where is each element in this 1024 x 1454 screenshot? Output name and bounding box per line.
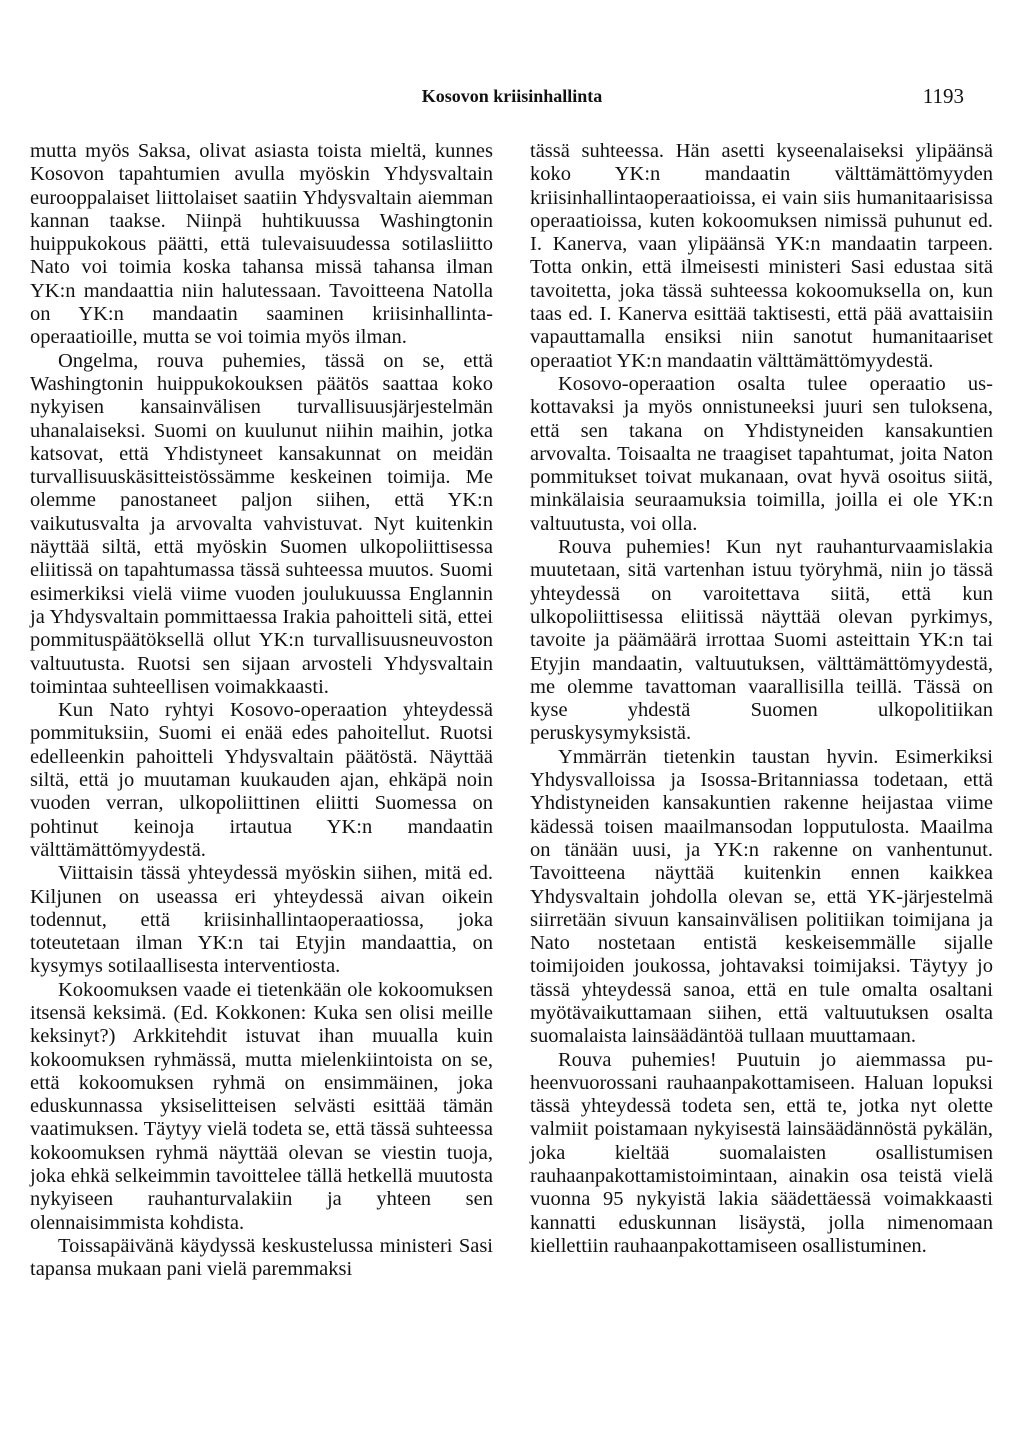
paragraph: Kun Nato ryhtyi Kosovo-operaation yhteydessä pommituksiin, Suomi ei enää edes pahoitellut. Ruotsi edelleenkin pahoitteli Yhdysvaltain päätöstä. Näyttää siltä, että jo muutaman kuukauden ajan, ehkäpä noin vuoden verran, ulkopoliittinen eliitti Suomessa on pohtinut keinoja irtautua YK:n mandaatin välttämättömyydestä. <box>30 699 493 861</box>
paragraph: Kokoomuksen vaade ei tietenkään ole kokoomuksen itsensä keksimä. (Ed. Kokkonen: Kuka sen olisi meille keksinyt?) Arkkitehdit istuvat ihan muualla kuin kokoomuksen ryhmässä, mutta mielenkiintoista on se, että kokoomuksen ryhmä on ensimmäinen, joka eduskunnassa yksiselitteisen selvästi esittää tämän vaatimuksen. Täytyy vielä todeta se, että tässä suhteessa kokoomuksen ryhmä näyttää olevan se viestin tuoja, joka ehkä selkeimmin tavoittelee tällä hetkellä muutosta nykyiseen rauhanturvalakiin ja yhteen sen olennaisimmista kohdista. <box>30 978 493 1234</box>
running-title: Kosovon kriisinhallinta <box>421 86 603 106</box>
paragraph: Toissapäivänä käydyssä keskustelussa ministeri Sasi tapansa mukaan pani vielä paremmaksi <box>30 1234 493 1281</box>
page-header <box>0 82 1024 110</box>
left-column <box>30 140 493 1282</box>
paragraph: tässä suhteessa. Hän asetti kyseenalaiseksi ylipäänsä koko YK:n mandaatin välttämättömyyden kriisinhallintaoperaatioissa, ei vain siis humanitaarisissa operaatioissa, kuten kokoomuksen nimissä puhunut ed. I. Kanerva, vaan ylipäänsä YK:n mandaatin tarpeen. Totta onkin, että ilmeisesti ministeri Sasi edustaa sitä tavoitetta, joka tässä suhteessa kokoomuksella on, kun taas ed. I. Kanerva esittää taktisesti, että pää avattaisiin vapauttamalla ensiksi niin sanotut humanitaariset operaatiot YK:n mandaatin välttämättömyydestä. <box>530 140 993 372</box>
right-column <box>530 140 993 1258</box>
paragraph: Rouva puhemies! Puutuin jo aiemmassa puheenvuorossani rauhaanpakottamiseen. Haluan lopuksi tässä yhteydessä todeta sen, että te, jotka nyt olette valmiit poistamaan nykyisestä lainsäädännöstä pykälän, joka kieltää suomalaisten osallistumisen rauhaanpakottamistoimintaan, ainakin osa teistä vielä vuonna 95 nykyistä lakia säädettäessä voimakkaasti kannatti eduskunnan lisäystä, jolla nimenomaan kiellettiin rauhaanpakottamiseen osallistuminen. <box>530 1048 993 1257</box>
paragraph: Rouva puhemies! Kun nyt rauhanturvaamislakia muutetaan, sitä vartenhan istuu työryhmä, niin jo tässä yhteydessä on varoitettava siitä, että kun ulkopoliittisessa eliitissä näyttää olevan pyrkimys, tavoite ja päämäärä irrottaa Suomi asteittain YK:n tai Etyjin mandaatin, valtuutuksen, välttämättömyydestä, me olemme tavattoman vaarallisilla teillä. Tässä on kyse yhdestä Suomen ulkopolitiikan peruskysymyksistä. <box>530 536 993 745</box>
paragraph: Kosovo-operaation osalta tulee operaatio uskottavaksi ja myös onnistuneeksi juuri sen tuloksena, että sen takana on Yhdistyneiden kansakuntien arvovalta. Toisaalta ne traagiset tapahtumat, joita Naton pommitukset toivat mukanaan, ovat hyvä osoitus siitä, minkälaisia seuraamuksia toimilla, joilla ei ole YK:n valtuutusta, voi olla. <box>530 372 993 535</box>
paragraph: mutta myös Saksa, olivat asiasta toista mieltä, kunnes Kosovon tapahtumien avulla myöskin Yhdysvaltain eurooppalaiset liittolaiset saatiin Yhdysvaltain aiemman kannan taakse. Niinpä huhtikuussa Washingtonin huippukokous päätti, että tulevaisuudessa sotilasliitto Nato voi toimia koska tahansa missä tahansa ilman YK:n mandaattia niin halutessaan. Tavoitteena Natolla on YK:n mandaatin saaminen kriisinhallintaoperaatioille, mutta se voi toimia myös ilman. <box>30 140 493 349</box>
paragraph: Ymmärrän tietenkin taustan hyvin. Esimerkiksi Yhdysvalloissa ja Isossa-Britanniassa todetaan, että Yhdistyneiden kansakuntien rakenne heijastaa viime kädessä toisen maailmansodan lopputulosta. Maailma on tänään uusi, ja YK:n rakenne on vanhentunut. Tavoitteena näyttää kuitenkin ennen kaikkea Yhdysvaltain johdolla olevan se, että YK-järjestelmä siirretään sivuun kansainvälisen politiikan toimijana ja Nato nostetaan entistä keskeisemmälle sijalle toimijoiden joukossa, johtavaksi toimijaksi. Täytyy jo tässä yhteydessä sanoa, että en tule omalta osaltani myötävaikuttamaan siihen, että valtuutuksen osalta suomalaista lainsäädäntöä tullaan muuttamaan. <box>530 745 993 1048</box>
paragraph: Viittaisin tässä yhteydessä myöskin siihen, mitä ed. Kiljunen on useassa eri yhteydessä aivan oikein todennut, että kriisinhallintaoperaatiossa, joka toteutetaan ilman YK:n tai Etyjin mandaattia, on kysymys sotilaallisesta interventiosta. <box>30 862 493 978</box>
paragraph: Ongelma, rouva puhemies, tässä on se, että Washingtonin huippukokouksen päätös saattaa koko nykyisen kansainvälisen turvallisuusjärjestelmän uhanalaiseksi. Suomi on kuulunut niihin maihin, jotka katsovat, että Yhdistyneet kansakunnat on meidän turvallisuuskäsitteistössämme keskeinen toimija. Me olemme panostaneet paljon siihen, että YK:n vaikutusvalta ja arvovalta vahvistuvat. Nyt kuitenkin näyttää siltä, että myöskin Suomen ulkopoliittisessa eliitissä on tapahtumassa tässä suhteessa muutos. Suomi esimerkiksi vielä viime vuoden joulukuussa Englannin ja Yhdysvaltain pommittaessa Irakia pahoitteli sitä, ettei pommituspäätöksellä ollut YK:n turvallisuusneuvoston valtuutusta. Ruotsi sen sijaan arvosteli Yhdysvaltain toimintaa suhteellisen voimakkaasti. <box>30 349 493 698</box>
page-number: 1193 <box>922 84 964 108</box>
